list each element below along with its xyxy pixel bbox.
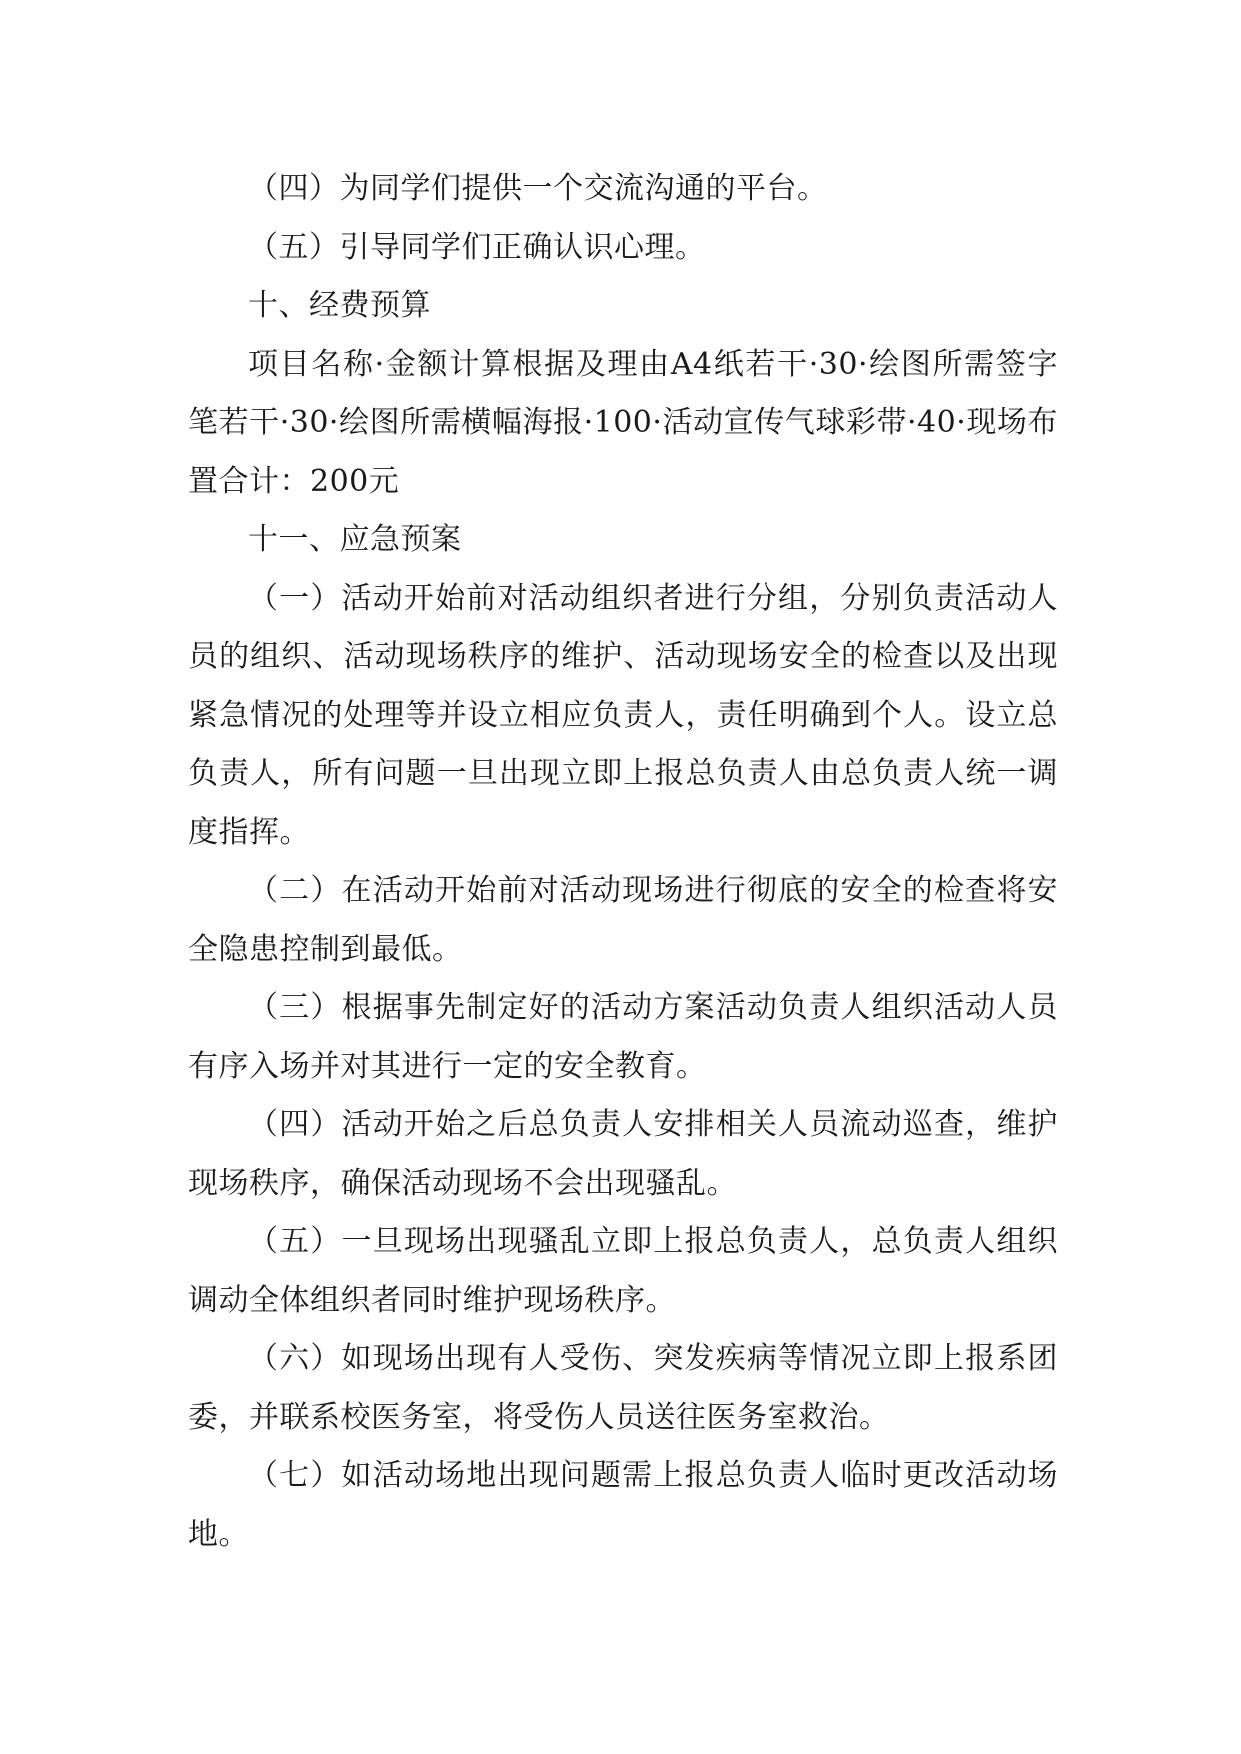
paragraph-emergency-6: （六）如现场出现有人受伤、突发疾病等情况立即上报系团委，并联系校医务室，将受伤人员送往医务室救治。: [188, 1341, 1058, 1435]
paragraph-budget-items: 项目名称·金额计算根据及理由A4纸若干·30·绘图所需签字笔若干·30·绘图所需横幅海报·100·活动宣传气球彩带·40·现场布置合计：200元: [188, 346, 1058, 499]
paragraph-emergency-3: （三）根据事先制定好的活动方案活动负责人组织活动人员有序入场并对其进行一定的安全教育。: [188, 990, 1058, 1084]
section-heading-budget: 十、经费预算: [248, 288, 431, 323]
document-body: [188, 160, 1058, 1564]
paragraph-emergency-2: （二）在活动开始前对活动现场进行彻底的安全的检查将安全隐患控制到最低。: [188, 873, 1058, 967]
paragraph-objective-5: （五）引导同学们正确认识心理。: [248, 229, 706, 265]
section-heading-emergency-plan: 十一、应急预案: [248, 522, 462, 557]
paragraph-objective-4: （四）为同学们提供一个交流沟通的平台。: [248, 171, 828, 206]
paragraph-emergency-4: （四）活动开始之后总负责人安排相关人员流动巡查，维护现场秩序，确保活动现场不会出现骚乱。: [188, 1107, 1058, 1201]
paragraph-emergency-1: （一）活动开始前对活动组织者进行分组，分别负责活动人员的组织、活动现场秩序的维护、活动现场安全的检查以及出现紧急情况的处理等并设立相应负责人，责任明确到个人。设立总负责人，所有问题一旦出现立即上报总负责人由总负责人统一调度指挥。: [188, 580, 1058, 850]
paragraph-emergency-7: （七）如活动场地出现问题需上报总负责人临时更改活动场地。: [188, 1458, 1058, 1552]
paragraph-emergency-5: （五）一旦现场出现骚乱立即上报总负责人，总负责人组织调动全体组织者同时维护现场秩序。: [188, 1224, 1058, 1318]
